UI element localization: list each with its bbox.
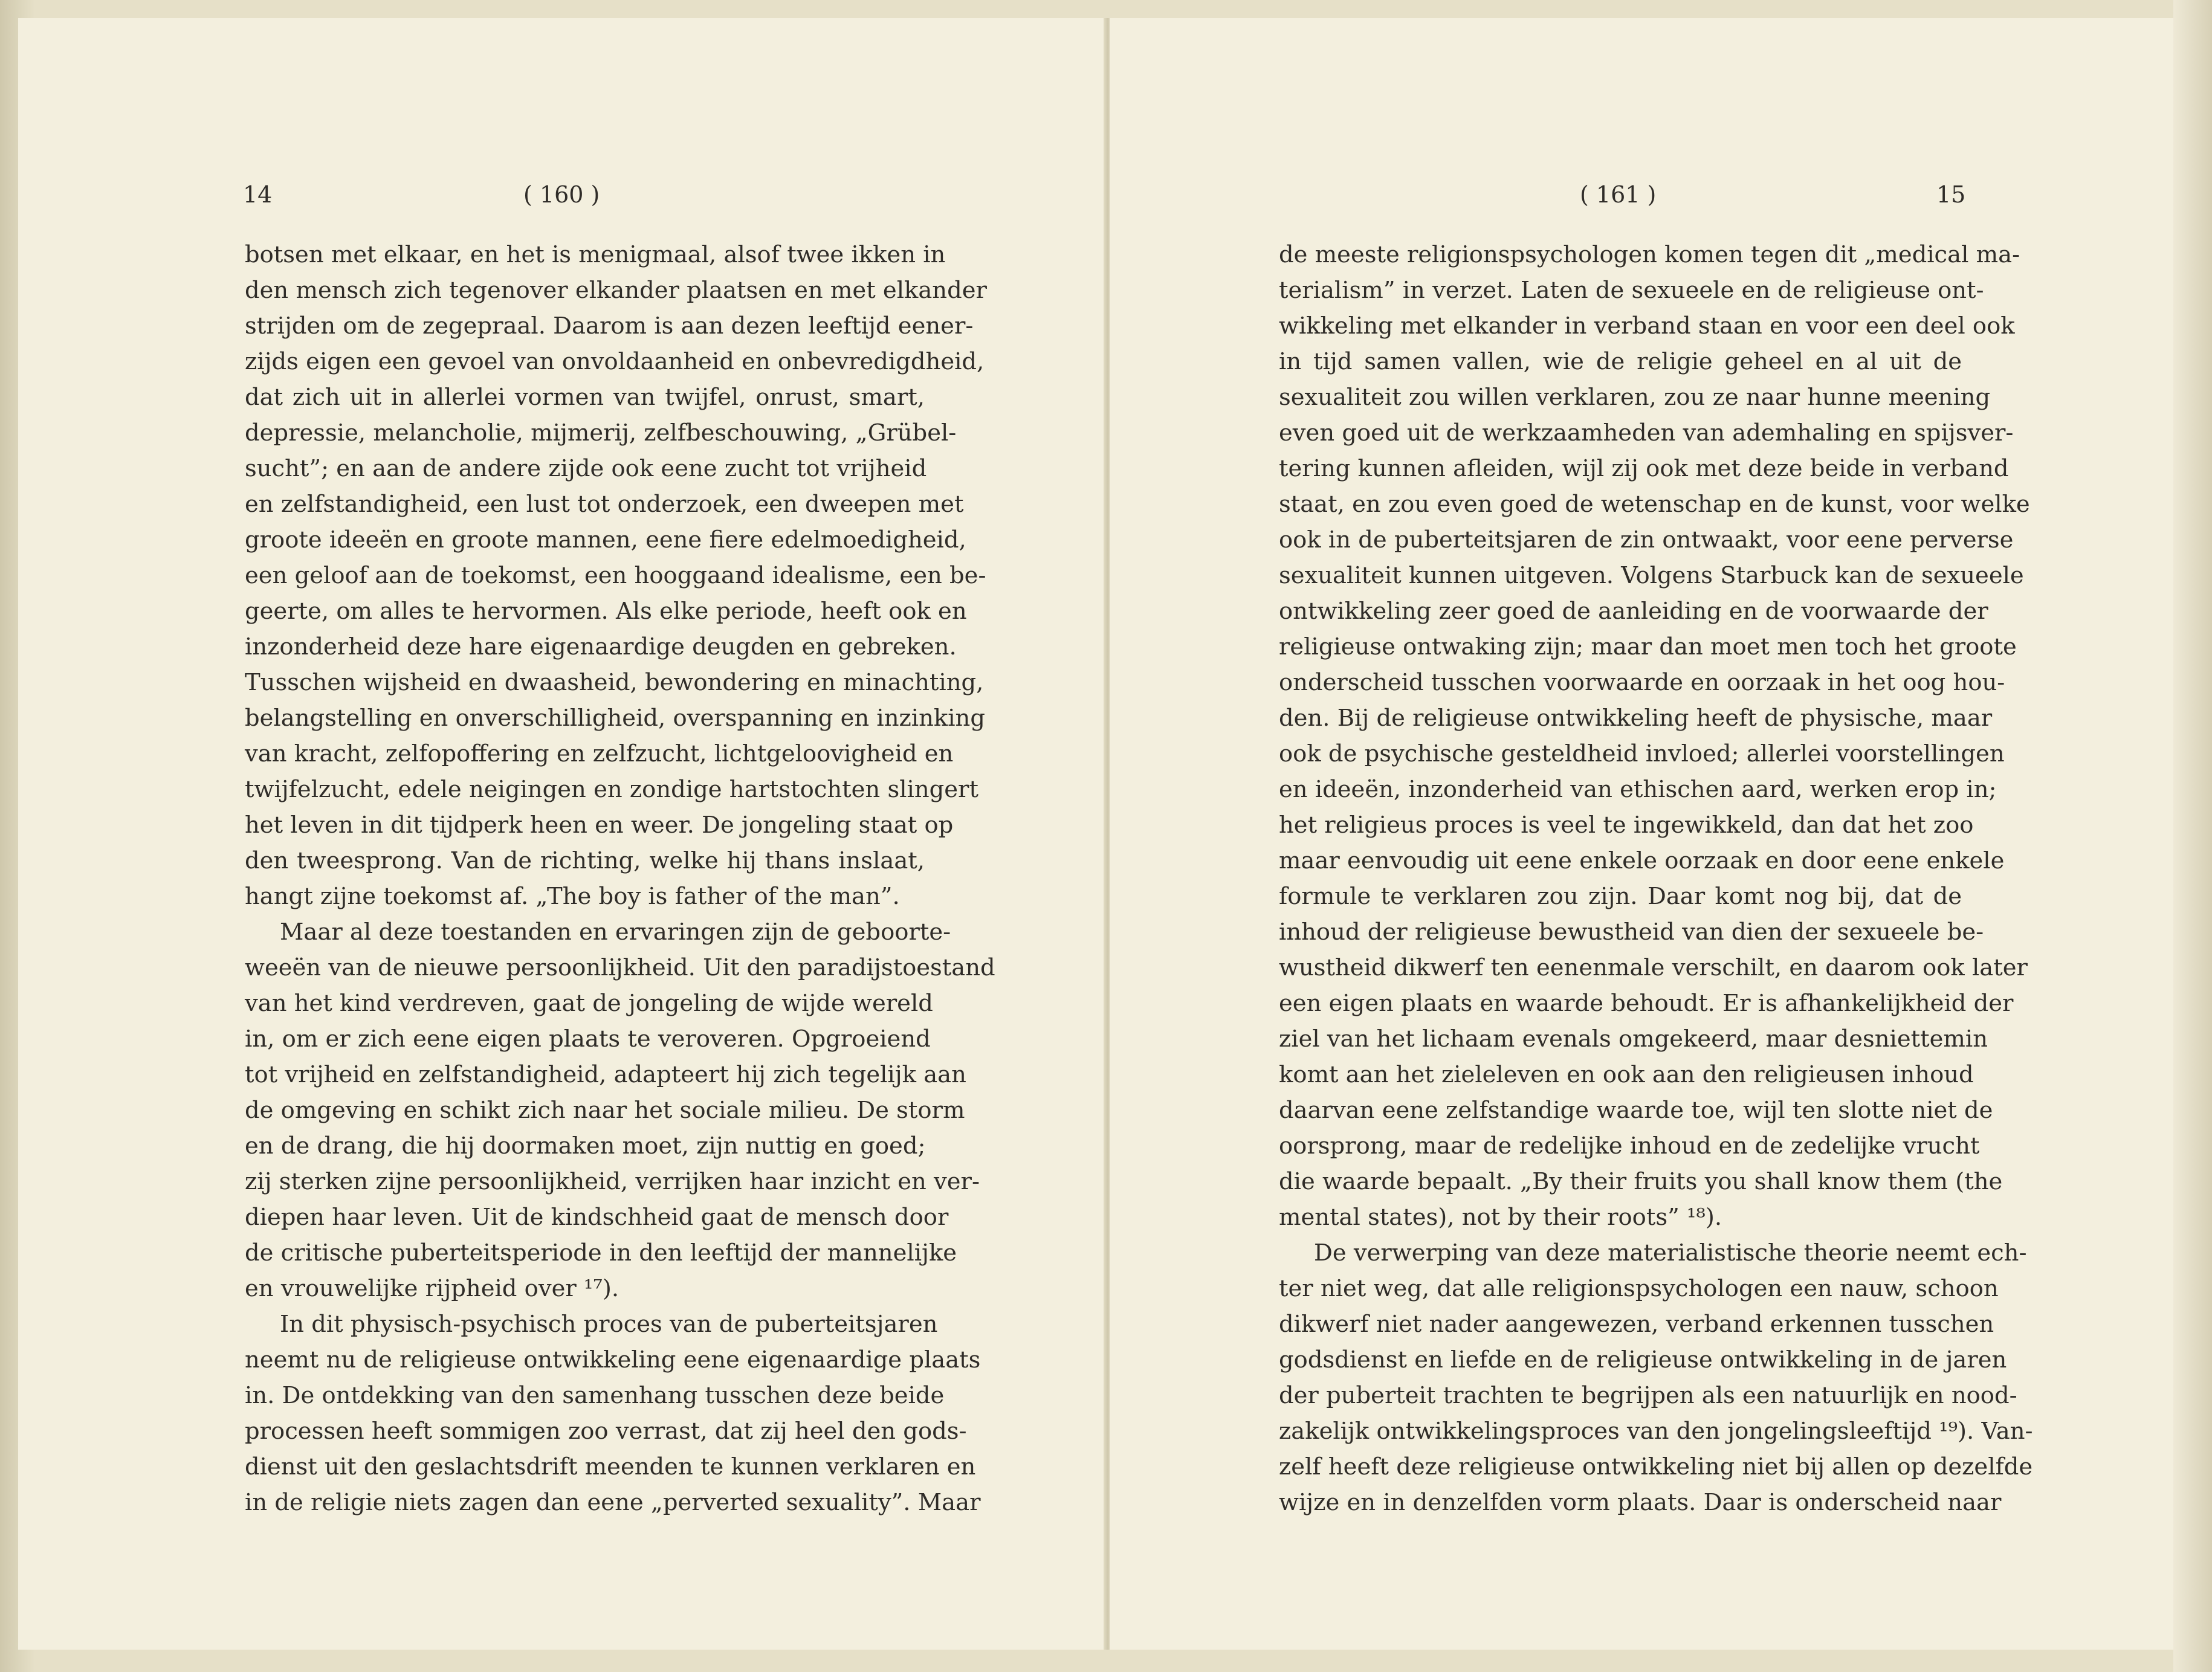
text-line: botsen met elkaar, en het is menigmaal, alsof twee ikken in <box>245 241 946 268</box>
text-line: Maar al deze toestanden en ervaringen zijn de geboorte- <box>280 918 951 946</box>
text-line: In dit physisch-psychisch proces van de puberteitsjaren <box>280 1311 938 1338</box>
text-line: in, om er zich eene eigen plaats te veroveren. Opgroeiend <box>245 1025 931 1053</box>
text-line: en vrouwelijke rijpheid over ¹⁷). <box>245 1275 619 1302</box>
text-line: inzonderheid deze hare eigenaardige deugden en gebreken. <box>245 633 957 660</box>
text-line: inhoud der religieuse bewustheid van dien der sexueele be- <box>1279 918 1984 946</box>
text-line: diepen haar leven. Uit de kindschheid gaat de mensch door <box>245 1204 949 1231</box>
text-line: komt aan het zieleleven en ook aan den religieusen inhoud <box>1279 1061 1974 1088</box>
text-line: van het kind verdreven, gaat de jongeling de wijde wereld <box>245 990 933 1017</box>
text-line: den tweesprong. Van de richting, welke hij thans inslaat, <box>245 847 925 874</box>
text-line: de omgeving en schikt zich naar het sociale milieu. De storm <box>245 1097 965 1124</box>
left-scan-number: 14 <box>243 181 273 208</box>
text-line: strijden om de zegepraal. Daarom is aan dezen leeftijd eener- <box>245 312 974 340</box>
text-line: geerte, om alles te hervormen. Als elke periode, heeft ook en <box>245 598 967 625</box>
right-page-text <box>1279 237 2033 1520</box>
text-line: in de religie niets zagen dan eene „perverted sexuality”. Maar <box>245 1489 981 1516</box>
text-line: twijfelzucht, edele neigingen en zondige hartstochten slingert <box>245 776 978 803</box>
text-line: hangt zijne toekomst af. „The boy is father of the man”. <box>245 883 900 910</box>
text-line: religieuse ontwaking zijn; maar dan moet men toch het groote <box>1279 633 2017 660</box>
text-line: even goed uit de werkzaamheden van ademhaling en spijsver- <box>1279 419 2014 447</box>
text-line: in. De ontdekking van den samenhang tusschen deze beide <box>245 1382 945 1409</box>
text-line: sexualiteit zou willen verklaren, zou ze naar hunne meening <box>1279 384 1991 411</box>
text-line: groote ideeën en groote mannen, eene fiere edelmoedigheid, <box>245 526 966 554</box>
text-line: en zelfstandigheid, een lust tot onderzoek, een dweepen met <box>245 491 964 518</box>
text-line: processen heeft sommigen zoo verrast, dat zij heel den gods- <box>245 1418 967 1445</box>
text-line: wijze en in denzelfden vorm plaats. Daar is onderscheid naar <box>1279 1489 2002 1516</box>
text-line: dienst uit den geslachtsdrift meenden te kunnen verklaren en <box>245 1453 976 1480</box>
text-line: wikkeling met elkander in verband staan en voor een deel ook <box>1279 312 2015 340</box>
text-line: het leven in dit tijdperk heen en weer. De jongeling staat op <box>245 812 954 839</box>
text-line: ter niet weg, dat alle religionspsychologen een nauw, schoon <box>1279 1275 1999 1302</box>
text-line: den mensch zich tegenover elkander plaatsen en met elkander <box>245 277 987 304</box>
text-line: het religieus proces is veel te ingewikkeld, dan dat het zoo <box>1279 812 1974 839</box>
text-line: mental states), not by their roots” ¹⁸). <box>1279 1204 1722 1231</box>
text-line: belangstelling en onverschilligheid, overspanning en inzinking <box>245 705 985 732</box>
text-line: van kracht, zelfopoffering en zelfzucht, lichtgeloovigheid en <box>245 740 954 767</box>
text-line: ook de psychische gesteldheid invloed; allerlei voorstellingen <box>1279 740 2005 767</box>
text-line: depressie, melancholie, mijmerij, zelfbeschouwing, „Grübel- <box>245 419 957 447</box>
text-line: staat, en zou even goed de wetenschap en de kunst, voor welke <box>1279 491 2030 518</box>
text-line: weeën van de nieuwe persoonlijkheid. Uit den paradijstoestand <box>245 954 995 981</box>
text-line: zij sterken zijne persoonlijkheid, verrijken haar inzicht en ver- <box>245 1168 980 1195</box>
text-line: een geloof aan de toekomst, een hooggaand idealisme, een be- <box>245 562 986 589</box>
text-line: sexualiteit kunnen uitgeven. Volgens Starbuck kan de sexueele <box>1279 562 2024 589</box>
left-page-number: ( 160 ) <box>523 181 600 208</box>
right-page-number: ( 161 ) <box>1580 181 1657 208</box>
text-line: de critische puberteitsperiode in den leeftijd der mannelijke <box>245 1239 957 1267</box>
text-line: die waarde bepaalt. „By their fruits you shall know them (the <box>1279 1168 2003 1195</box>
text-line: dat zich uit in allerlei vormen van twijfel, onrust, smart, <box>245 384 925 411</box>
text-line: de meeste religionspsychologen komen tegen dit „medical ma- <box>1279 241 2020 268</box>
text-line: in tijd samen vallen, wie de religie geheel en al uit de <box>1279 348 1962 375</box>
text-line: wustheid dikwerf ten eenenmale verschilt, en daarom ook later <box>1279 954 2028 981</box>
text-line: zakelijk ontwikkelingsproces van den jongelingsleeftijd ¹⁹). Van- <box>1279 1418 2033 1445</box>
text-line: oorsprong, maar de redelijke inhoud en de zedelijke vrucht <box>1279 1132 1980 1160</box>
text-line: ziel van het lichaam evenals omgekeerd, maar desniettemin <box>1279 1025 1988 1053</box>
text-line: daarvan eene zelfstandige waarde toe, wijl ten slotte niet de <box>1279 1097 1993 1124</box>
text-line: sucht”; en aan de andere zijde ook eene zucht tot vrijheid <box>245 455 927 482</box>
left-page-text <box>245 237 995 1520</box>
right-page-edge <box>2173 0 2212 1672</box>
text-line: formule te verklaren zou zijn. Daar komt nog bij, dat de <box>1279 883 1962 910</box>
text-line: godsdienst en liefde en de religieuse ontwikkeling in de jaren <box>1279 1346 2007 1373</box>
text-line: ook in de puberteitsjaren de zin ontwaakt, voor eene perverse <box>1279 526 2014 554</box>
text-line: tering kunnen afleiden, wijl zij ook met deze beide in verband <box>1279 455 2009 482</box>
text-line: ontwikkeling zeer goed de aanleiding en de voorwaarde der <box>1279 598 1988 625</box>
text-line: der puberteit trachten te begrijpen als een natuurlijk en nood- <box>1279 1382 2017 1409</box>
text-line: terialism” in verzet. Laten de sexueele en de religieuse ont- <box>1279 277 1984 304</box>
text-line: en ideeën, inzonderheid van ethischen aard, werken erop in; <box>1279 776 1997 803</box>
right-scan-number: 15 <box>1936 181 1966 208</box>
text-line: neemt nu de religieuse ontwikkeling eene eigenaardige plaats <box>245 1346 981 1373</box>
text-line: dikwerf niet nader aangewezen, verband erkennen tusschen <box>1279 1311 1994 1338</box>
text-line: tot vrijheid en zelfstandigheid, adapteert hij zich tegelijk aan <box>245 1061 966 1088</box>
text-line: onderscheid tusschen voorwaarde en oorzaak in het oog hou- <box>1279 669 2005 696</box>
text-line: den. Bij de religieuse ontwikkeling heeft de physische, maar <box>1279 705 1993 732</box>
text-line: zelf heeft deze religieuse ontwikkeling niet bij allen op dezelfde <box>1279 1453 2033 1480</box>
text-line: maar eenvoudig uit eene enkele oorzaak en door eene enkele <box>1279 847 2005 874</box>
text-line: zijds eigen een gevoel van onvoldaanheid en onbevredigdheid, <box>245 348 985 375</box>
text-line: De verwerping van deze materialistische theorie neemt ech- <box>1314 1239 2027 1267</box>
text-line: Tusschen wijsheid en dwaasheid, bewondering en minachting, <box>245 669 984 696</box>
text-line: een eigen plaats en waarde behoudt. Er is afhankelijkheid der <box>1279 990 2014 1017</box>
text-line: en de drang, die hij doormaken moet, zijn nuttig en goed; <box>245 1132 926 1160</box>
